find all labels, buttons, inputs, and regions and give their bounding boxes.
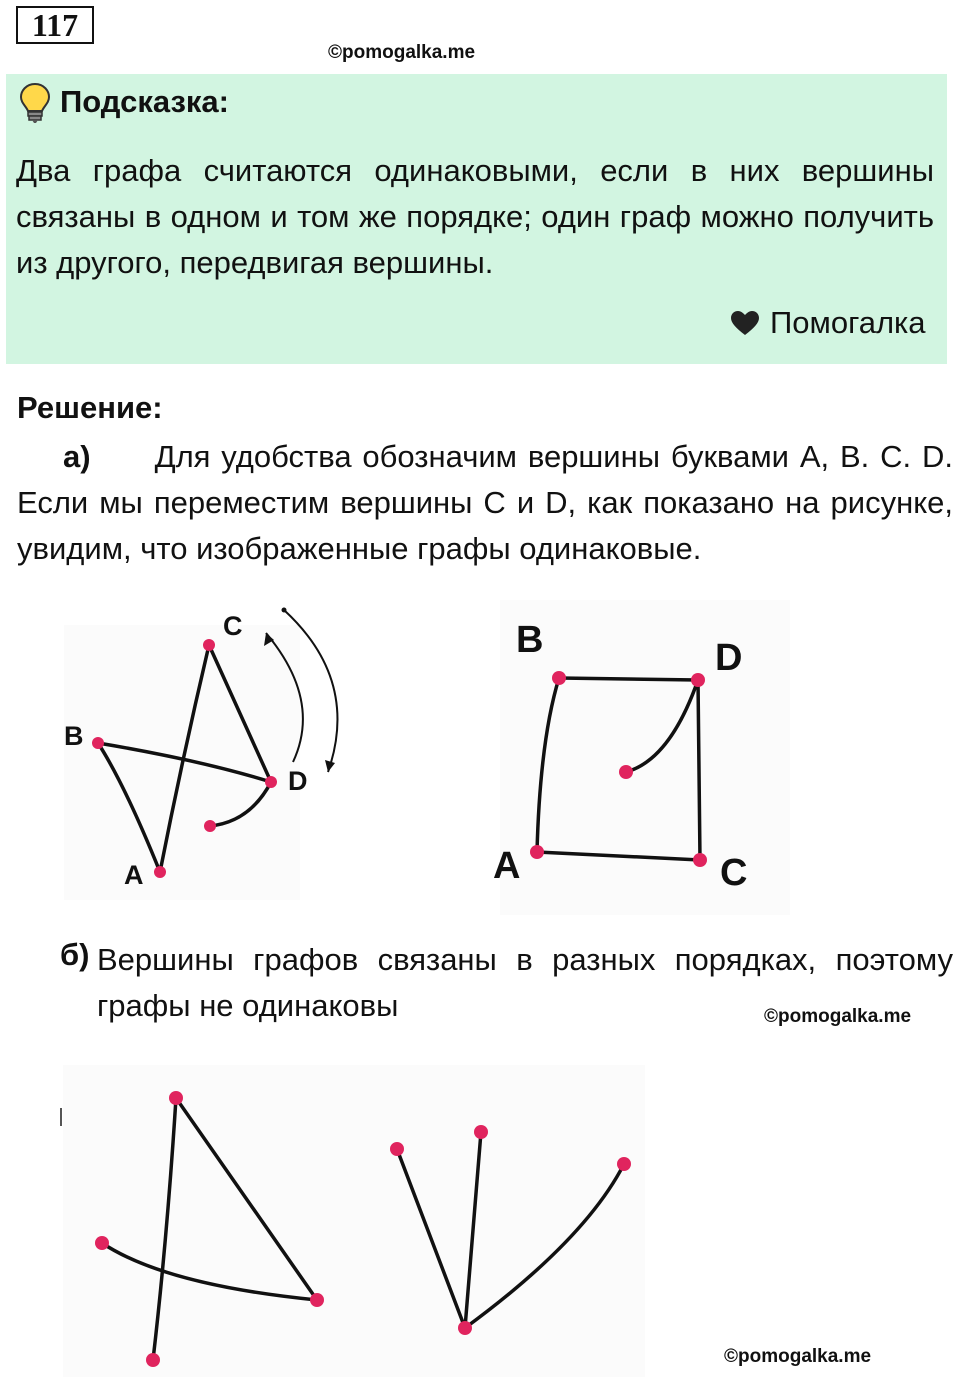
label-c: C — [223, 611, 243, 641]
solution-title: Решение: — [17, 390, 163, 425]
label-b: B — [516, 619, 544, 661]
vertex — [474, 1125, 488, 1139]
lightbulb-icon — [18, 82, 52, 124]
part-b-label: б) — [60, 937, 90, 972]
label-d: D — [288, 766, 308, 796]
label-b: B — [64, 721, 84, 751]
edge-b-d — [559, 678, 698, 680]
vertex — [458, 1321, 472, 1335]
watermark: ©pomogalka.me — [764, 1006, 912, 1027]
hint-text: Два графа считаются одинаковыми, если в них вершины связаны в одном и том же порядке; один граф можно получить из другого, передвигая вершины. — [16, 153, 934, 280]
edge-d-c — [698, 680, 700, 860]
figure-background — [63, 1065, 645, 1377]
vertex-a — [154, 866, 166, 878]
label-a: A — [124, 860, 144, 890]
vertex-b — [552, 671, 566, 685]
label-d: D — [715, 637, 743, 679]
hint-signature-text: Помогалка — [770, 305, 926, 340]
label-c: C — [720, 852, 748, 894]
task-number: 117 — [16, 6, 94, 44]
vertex-c — [203, 639, 215, 651]
vertex-extra — [204, 820, 216, 832]
part-a-label: а) — [63, 439, 91, 474]
graph-a-left — [60, 600, 360, 900]
vertex — [310, 1293, 324, 1307]
vertex-d — [691, 673, 705, 687]
graph-b-pair — [55, 1060, 655, 1380]
part-b-text: Вершины графов связаны в разных порядках, поэтому графы не одинаковы — [97, 942, 953, 1023]
vertex — [95, 1236, 109, 1250]
hint-signature — [730, 305, 926, 341]
vertex — [390, 1142, 404, 1156]
vertex — [617, 1157, 631, 1171]
vertex-a — [530, 845, 544, 859]
vertex-extra — [619, 765, 633, 779]
label-a: A — [493, 845, 521, 887]
part-a-text: Для удобства обозначим вершины буквами A, B. C. D. Если мы переместим вершины C и D, как показано на рисунке, увидим, что изображенные графы одинаковые. — [17, 439, 953, 566]
watermark: ©pomogalka.me — [328, 42, 476, 63]
watermark: ©pomogalka.me — [724, 1346, 872, 1367]
vertex-d — [265, 776, 277, 788]
graph-a-right — [490, 600, 800, 920]
vertex-b — [92, 737, 104, 749]
hint-title: Подсказка: — [60, 84, 229, 119]
vertex — [169, 1091, 183, 1105]
vertex-c — [693, 853, 707, 867]
heart-icon — [730, 310, 760, 336]
vertex — [146, 1353, 160, 1367]
part-a-paragraph — [17, 434, 953, 572]
